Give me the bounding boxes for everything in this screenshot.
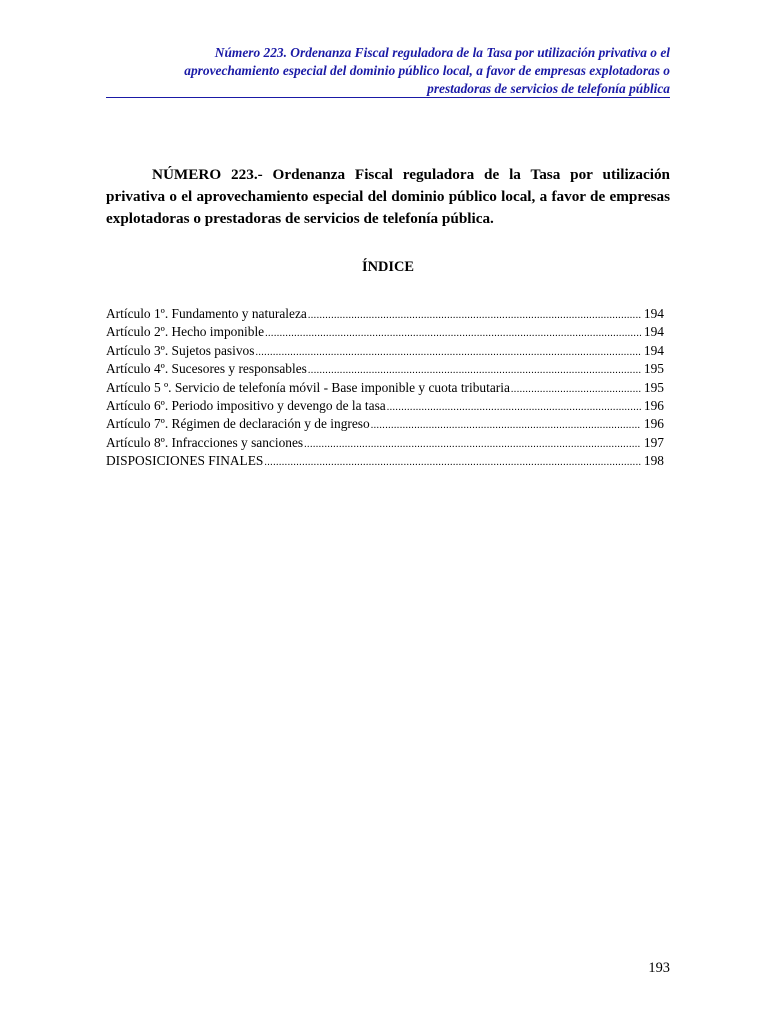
toc-entry-label: DISPOSICIONES FINALES (106, 453, 264, 469)
toc-entry-page: 197 (643, 434, 664, 450)
toc-dot-leader (265, 326, 641, 342)
toc-entry[interactable] (106, 324, 664, 342)
toc-entry-label: Artículo 8º. Infracciones y sanciones (106, 434, 304, 450)
toc-entry[interactable] (106, 453, 664, 471)
toc-entry-label: Artículo 3º. Sujetos pasivos (106, 342, 255, 358)
running-header (106, 44, 670, 98)
toc-entry-page: 195 (643, 361, 664, 377)
toc-entry-page: 194 (643, 324, 664, 340)
toc-entry[interactable] (106, 343, 664, 361)
document-title-line: NÚMERO 223.- Ordenanza Fiscal reguladora de la Tasa por utilización (152, 166, 670, 183)
toc-entry-page: 194 (643, 342, 664, 358)
running-header-line: aprovechamiento especial del dominio público local, a favor de empresas explotadoras o (184, 63, 670, 78)
toc-dot-leader (308, 308, 641, 324)
index-heading: ÍNDICE (362, 259, 414, 275)
table-of-contents (106, 306, 664, 472)
toc-entry-page: 196 (643, 416, 664, 432)
toc-entry[interactable] (106, 416, 664, 434)
toc-entry[interactable] (106, 306, 664, 324)
document-title (106, 164, 670, 230)
toc-dot-leader (304, 437, 641, 453)
toc-entry[interactable] (106, 361, 664, 379)
page-number: 193 (648, 960, 670, 976)
toc-entry-page: 195 (643, 379, 664, 395)
toc-entry-label: Artículo 2º. Hecho imponible (106, 324, 265, 340)
toc-dot-leader (264, 455, 641, 471)
toc-entry-label: Artículo 4º. Sucesores y responsables (106, 361, 307, 377)
header-divider (106, 97, 670, 98)
toc-dot-leader (371, 418, 641, 434)
document-title-line: explotadoras o prestadoras de servicios de telefonía pública. (106, 210, 494, 227)
toc-entry-label: Artículo 7º. Régimen de declaración y de ingreso (106, 416, 370, 432)
toc-entry-page: 194 (643, 306, 664, 321)
toc-entry-label: Artículo 5 º. Servicio de telefonía móvil - Base imponible y cuota tributaria (106, 379, 510, 395)
document-title-line: privativa o el aprovechamiento especial del dominio público local, a favor de empresas (106, 188, 670, 205)
toc-dot-leader (387, 400, 641, 416)
running-header-line: prestadoras de servicios de telefonía pública (427, 81, 670, 96)
toc-entry-page: 198 (643, 453, 664, 469)
toc-entry-label: Artículo 1º. Fundamento y naturaleza (106, 306, 307, 321)
toc-entry[interactable] (106, 398, 664, 416)
toc-entry-page: 196 (643, 398, 664, 414)
toc-dot-leader (255, 345, 640, 361)
toc-entry-label: Artículo 6º. Periodo impositivo y devengo de la tasa (106, 398, 386, 414)
toc-dot-leader (511, 382, 641, 398)
toc-entry[interactable] (106, 380, 664, 398)
running-header-line: Número 223. Ordenanza Fiscal reguladora de la Tasa por utilización privativa o el (214, 45, 670, 60)
toc-entry[interactable] (106, 435, 664, 453)
toc-dot-leader (308, 363, 641, 379)
